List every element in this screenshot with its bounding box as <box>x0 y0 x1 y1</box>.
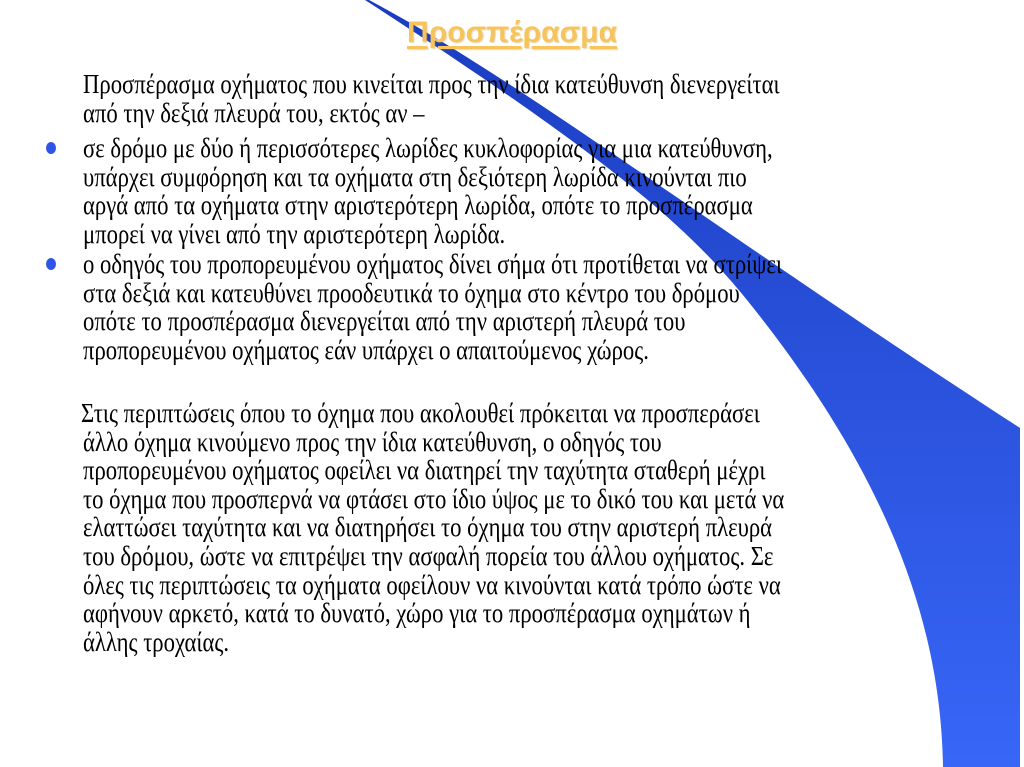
bullet-line: ο οδηγός του προπορευμένου οχήματος δίνει σήμα ότι προτίθεται να στρίψει <box>83 249 783 279</box>
closing-line: Στις περιπτώσεις όπου το όχημα που ακολουθεί πρόκειται να προσπεράσει <box>81 398 760 428</box>
intro-paragraph <box>83 70 912 127</box>
bullet-line: οπότε το προσπέρασμα διενεργείται από την αριστερή πλευρά του <box>83 306 686 337</box>
bullet-line: στα δεξιά και κατευθύνει προοδευτικά το όχημα στο κέντρο του δρόμου <box>83 277 740 308</box>
closing-paragraph <box>83 399 918 656</box>
bullet-item <box>83 250 915 364</box>
slide-title: Προσπέρασμα <box>407 16 617 49</box>
closing-line: όλες τις περιπτώσεις τα οχήματα οφείλουν να κινούνται κατά τρόπο ώστε να <box>83 569 781 600</box>
intro-line: Προσπέρασμα οχήματος που κινείται προς την ίδια κατεύθυνση διενεργείται <box>83 69 780 99</box>
bullet-line: αργά από τα οχήματα στην αριστερότερη λωρίδα, οπότε το προσπέρασμα <box>83 190 753 221</box>
bullet-line: σε δρόμο με δύο ή περισσότερες λωρίδες κυκλοφορίας για μια κατεύθυνση, <box>83 133 773 163</box>
bullet-line: μπορεί να γίνει από την αριστερότερη λωρίδα. <box>83 218 506 249</box>
bullet-icon <box>46 142 56 154</box>
closing-line: προπορευμένου οχήματος οφείλει να διατηρεί την ταχύτητα σταθερή μέχρι <box>83 455 766 486</box>
bullet-icon <box>46 258 56 270</box>
closing-line: το όχημα που προσπερνά να φτάσει στο ίδιο ύψος με το δικό του και μετά να <box>83 483 785 514</box>
closing-line: ελαττώσει ταχύτητα και να διατηρήσει το όχημα του στην αριστερή πλευρά <box>83 512 773 543</box>
bullet-item <box>83 134 904 248</box>
closing-line: αφήνουν αρκετό, κατά το δυνατό, χώρο για το προσπέρασμα οχημάτων ή <box>83 598 751 629</box>
closing-line: άλλο όχημα κινούμενο προς την ίδια κατεύθυνση, ο οδηγός του <box>83 426 662 457</box>
intro-line: από την δεξιά πλευρά του, εκτός αν – <box>83 97 425 128</box>
closing-line: άλλης τροχαίας. <box>83 626 230 657</box>
bullet-line: προπορευμένου οχήματος εάν υπάρχει ο απαιτούμενος χώρος. <box>83 334 649 365</box>
closing-line: του δρόμου, ώστε να επιτρέψει την ασφαλή πορεία του άλλου οχήματος. Σε <box>83 540 774 571</box>
bullet-line: υπάρχει συμφόρηση και τα οχήματα στη δεξιότερη λωρίδα κινούνται πιο <box>83 161 747 192</box>
